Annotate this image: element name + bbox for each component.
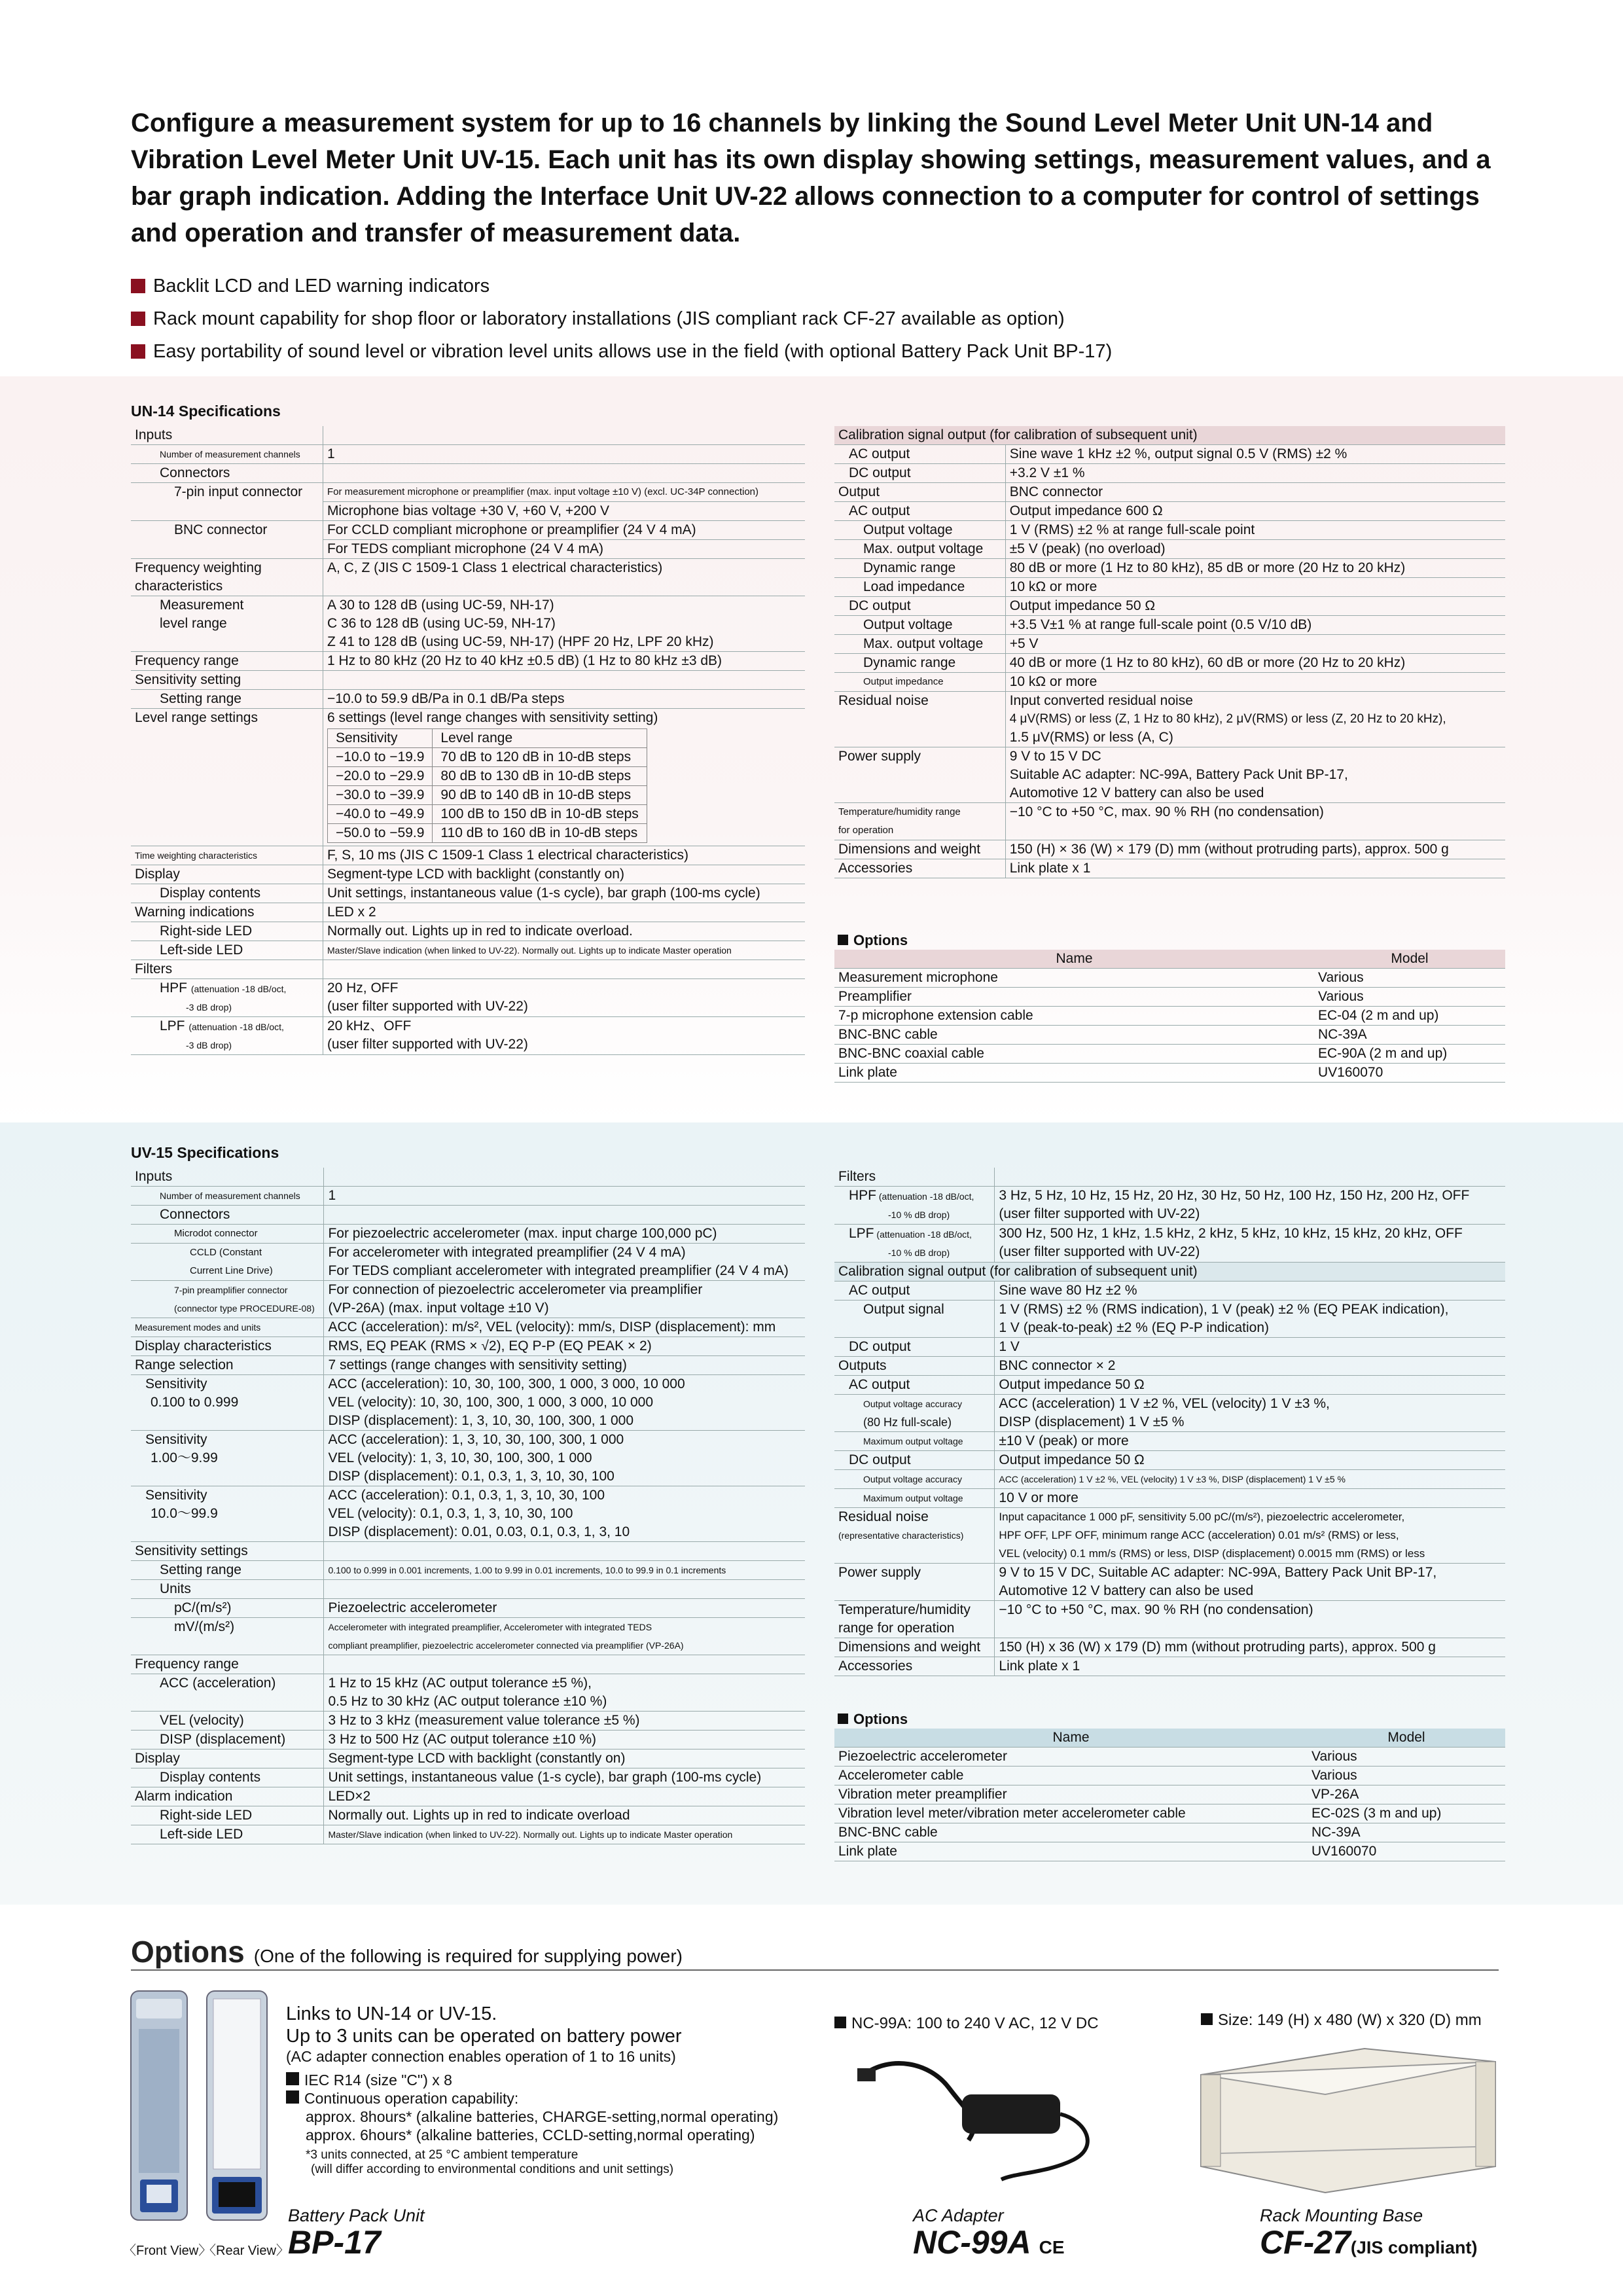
spec-value: Master/Slave indication (when linked to UV-22). Normally out. Lights up to indicate Master operation xyxy=(324,1825,805,1844)
spec-value: 3 Hz to 3 kHz (measurement value tolerance ±5 %) xyxy=(324,1712,805,1731)
battery-pack-front-image xyxy=(131,1991,187,2220)
spec-value: ACC (acceleration) 1 V ±2 %, VEL (velocity) 1 V ±3 %, DISP (displacement) 1 V ±5 % xyxy=(995,1470,1505,1489)
sub-cell: −50.0 to −59.9 xyxy=(327,824,432,843)
feature-item: Backlit LCD and LED warning indicators xyxy=(131,270,1518,302)
rack-caption xyxy=(1260,2206,1477,2264)
spec-value: Sine wave 80 Hz ±2 % xyxy=(995,1282,1505,1300)
spec-label: (connector type PROCEDURE-08) xyxy=(174,1303,315,1314)
spec-label: Warning indications xyxy=(131,903,323,922)
spec-label: Dimensions and weight xyxy=(834,1638,995,1657)
sub-cell: 110 dB to 160 dB in 10-dB steps xyxy=(433,824,647,843)
ac-adapter-spec: NC-99A: 100 to 240 V AC, 12 V DC xyxy=(834,2015,1099,2033)
option-name: BNC-BNC coaxial cable xyxy=(834,1045,1314,1064)
uv15-options-title: Options xyxy=(838,1711,908,1728)
spec-value: HPF OFF, LPF OFF, minimum range ACC (acceleration) 0.01 m/s² (RMS) or less, xyxy=(999,1529,1399,1541)
spec-value: 150 (H) × 36 (W) × 179 (D) mm (without protruding parts), approx. 500 g xyxy=(1005,840,1505,859)
spec-label: Number of measurement channels xyxy=(131,445,323,464)
options-title: Options xyxy=(131,1935,245,1969)
rack-image xyxy=(1194,2036,1502,2199)
spec-label: DC output xyxy=(834,1338,995,1357)
product-type: Battery Pack Unit xyxy=(288,2206,425,2225)
spec-value: +5 V xyxy=(1005,635,1505,654)
uv15-options-table xyxy=(834,1729,1505,1861)
option-name: Vibration meter preamplifier xyxy=(834,1785,1308,1804)
spec-label: Connectors xyxy=(131,1206,324,1225)
spec-value: 1 xyxy=(324,1187,805,1206)
spec-value: For accelerometer with integrated preamplifier (24 V 4 mA) xyxy=(328,1245,686,1260)
spec-label: (representative characteristics) xyxy=(838,1530,964,1541)
option-name: BNC-BNC cable xyxy=(834,1823,1308,1842)
spec-label: range for operation xyxy=(838,1621,955,1636)
bp-text: (AC adapter connection enables operation of 1 to 16 units) xyxy=(286,2048,676,2065)
spec-value: 1.5 μV(RMS) or less (A, C) xyxy=(1009,730,1173,745)
spec-label: Max. output voltage xyxy=(834,635,1005,654)
spec-value: 40 dB or more (1 Hz to 80 kHz), 60 dB or more (20 Hz to 20 kHz) xyxy=(1005,654,1505,673)
spec-value: 4 μV(RMS) or less (Z, 1 Hz to 80 kHz), 2 μV(RMS) or less (Z, 20 Hz to 20 kHz), xyxy=(1009,712,1446,726)
option-name: Link plate xyxy=(834,1842,1308,1861)
spec-label: Display characteristics xyxy=(131,1337,324,1356)
spec-label: Outputs xyxy=(834,1357,995,1376)
spec-label: Sensitivity settings xyxy=(131,1542,324,1561)
spec-value: Input capacitance 1 000 pF, sensitivity 5.00 pC/(m/s²), piezoelectric accelerometer, xyxy=(999,1511,1405,1523)
spec-value: Z 41 to 128 dB (using UC-59, NH-17) (HPF 20 Hz, LPF 20 kHz) xyxy=(327,634,714,649)
spec-value: VEL (velocity) 0.1 mm/s (RMS) or less, DISP (displacement) 0.0015 mm (RMS) or less xyxy=(999,1547,1425,1560)
spec-note: -10 % dB drop) xyxy=(888,1247,950,1258)
spec-label: Frequency range xyxy=(131,652,323,671)
spec-label: Units xyxy=(131,1580,324,1599)
spec-label: Inputs xyxy=(131,1168,324,1187)
spec-value: Sine wave 1 kHz ±2 %, output signal 0.5 V (RMS) ±2 % xyxy=(1005,445,1505,464)
spec-label: Temperature/humidity xyxy=(838,1602,971,1617)
spec-label: DC output xyxy=(834,464,1005,483)
spec-value: Output impedance 50 Ω xyxy=(995,1376,1505,1395)
rack-spec: Size: 149 (H) x 480 (W) x 320 (D) mm xyxy=(1201,2011,1482,2030)
spec-value: 3 Hz, 5 Hz, 10 Hz, 15 Hz, 20 Hz, 30 Hz, 50 Hz, 100 Hz, 150 Hz, 200 Hz, OFF xyxy=(999,1188,1470,1203)
spec-label: characteristics xyxy=(135,579,223,594)
spec-value: 3 Hz to 500 Hz (AC output tolerance ±10 %) xyxy=(324,1731,805,1749)
spec-label: Connectors xyxy=(131,464,323,483)
spec-label: Display contents xyxy=(131,884,323,903)
spec-label: Output xyxy=(834,483,1005,502)
spec-label: 10.0〜99.9 xyxy=(151,1506,218,1521)
spec-value: 1 V (RMS) ±2 % (RMS indication), 1 V (peak) ±2 % (EQ PEAK indication), xyxy=(999,1302,1449,1317)
spec-value: 300 Hz, 500 Hz, 1 kHz, 1.5 kHz, 2 kHz, 5 kHz, 10 kHz, 15 kHz, 20 kHz, OFF xyxy=(999,1226,1463,1241)
spec-label: Setting range xyxy=(131,1561,324,1580)
uv15-title: UV-15 Specifications xyxy=(131,1144,279,1161)
spec-label: Inputs xyxy=(131,426,323,445)
option-model: EC-02S (3 m and up) xyxy=(1308,1804,1505,1823)
product-model: CF-27 xyxy=(1260,2224,1351,2261)
spec-label: for operation xyxy=(838,825,894,836)
spec-value: RMS, EQ PEAK (RMS × √2), EQ P-P (EQ PEAK × 2) xyxy=(324,1337,805,1356)
spec-value: Master/Slave indication (when linked to UV-22). Normally out. Lights up to indicate Master operation xyxy=(323,941,805,960)
spec-label: Right-side LED xyxy=(131,922,323,941)
spec-note: -10 % dB drop) xyxy=(888,1210,950,1220)
spec-label: Residual noise xyxy=(838,1509,929,1524)
spec-value: VEL (velocity): 1, 3, 10, 30, 100, 300, 1 000 xyxy=(328,1450,592,1465)
options-header xyxy=(131,1934,1499,1971)
intro xyxy=(131,105,1518,368)
level-range-table xyxy=(327,728,647,843)
uv15-spec-table-left xyxy=(131,1168,805,1844)
spec-label: (80 Hz full-scale) xyxy=(863,1416,952,1429)
spec-value: 1 Hz to 80 kHz (20 Hz to 40 kHz ±0.5 dB) (1 Hz to 80 kHz ±3 dB) xyxy=(323,652,805,671)
spec-label: VEL (velocity) xyxy=(131,1712,324,1731)
feature-item: Easy portability of sound level or vibration level units allows use in the field (with optional Battery Pack Unit BP-17) xyxy=(131,335,1518,368)
spec-value: ±5 V (peak) (no overload) xyxy=(1005,540,1505,559)
spec-label: Microdot connector xyxy=(131,1225,324,1244)
un14-options-table xyxy=(834,950,1505,1083)
spec-label: ACC (acceleration) xyxy=(131,1674,324,1712)
un14-spec-table-right xyxy=(834,426,1505,878)
spec-note: -3 dB drop) xyxy=(186,1002,232,1013)
spec-note: (attenuation -18 dB/oct, xyxy=(188,1022,284,1032)
spec-value: 9 V to 15 V DC xyxy=(1009,749,1101,764)
spec-label: Load impedance xyxy=(834,578,1005,597)
spec-label: Sensitivity xyxy=(145,1488,207,1503)
option-name: Piezoelectric accelerometer xyxy=(834,1748,1308,1767)
spec-value: DISP (displacement): 0.1, 0.3, 1, 3, 10, 30, 100 xyxy=(328,1469,615,1484)
spec-label: pC/(m/s²) xyxy=(131,1599,324,1618)
spec-note: (attenuation -18 dB/oct, xyxy=(190,984,287,994)
spec-label: Output signal xyxy=(834,1300,995,1338)
spec-label: Number of measurement channels xyxy=(131,1187,324,1206)
spec-label: Sensitivity xyxy=(145,1376,207,1391)
spec-label: AC output xyxy=(834,502,1005,521)
spec-label: Measurement modes and units xyxy=(131,1318,324,1337)
option-name: Measurement microphone xyxy=(834,969,1314,988)
spec-label: HPF xyxy=(160,980,187,996)
spec-label: Max. output voltage xyxy=(834,540,1005,559)
option-name: BNC-BNC cable xyxy=(834,1026,1314,1045)
uv15-spec-table-right xyxy=(834,1168,1505,1676)
spec-value: For TEDS compliant accelerometer with integrated preamplifier (24 V 4 mA) xyxy=(328,1263,789,1278)
spec-value: Automotive 12 V battery can also be used xyxy=(999,1583,1254,1598)
spec-value: Output impedance 50 Ω xyxy=(995,1451,1505,1470)
spec-note: (attenuation -18 dB/oct, xyxy=(878,1191,974,1202)
spec-label: AC output xyxy=(834,1282,995,1300)
spec-value: 9 V to 15 V DC, Suitable AC adapter: NC-99A, Battery Pack Unit BP-17, xyxy=(999,1565,1437,1580)
product-type: Rack Mounting Base xyxy=(1260,2206,1423,2225)
sub-cell: −40.0 to −49.9 xyxy=(327,805,432,824)
spec-label: Output voltage xyxy=(834,616,1005,635)
option-model: EC-90A (2 m and up) xyxy=(1314,1045,1505,1064)
spec-label: AC output xyxy=(834,1376,995,1395)
feature-item: Rack mount capability for shop floor or laboratory installations (JIS compliant rack CF-27 available as option) xyxy=(131,302,1518,335)
spec-value: 0.5 Hz to 30 kHz (AC output tolerance ±10 %) xyxy=(328,1694,607,1709)
option-name: Accelerometer cable xyxy=(834,1767,1308,1785)
spec-label: 0.100 to 0.999 xyxy=(151,1395,239,1410)
spec-value: (user filter supported with UV-22) xyxy=(999,1206,1200,1221)
bp-text: IEC R14 (size "C") x 8 xyxy=(286,2071,778,2089)
option-model: VP-26A xyxy=(1308,1785,1505,1804)
spec-label: Filters xyxy=(834,1168,995,1187)
option-model: NC-39A xyxy=(1308,1823,1505,1842)
spec-value: 20 kHz、OFF xyxy=(327,1018,412,1033)
spec-label: Current Line Drive) xyxy=(190,1265,273,1276)
spec-label: Sensitivity xyxy=(145,1432,207,1447)
ac-adapter-image xyxy=(851,2049,1126,2186)
spec-label: Dynamic range xyxy=(834,654,1005,673)
battery-pack-description xyxy=(286,2003,778,2177)
rear-view-label: 〈Rear View〉 xyxy=(203,2244,289,2258)
option-model: Various xyxy=(1308,1748,1505,1767)
spec-label: Level range settings xyxy=(131,709,323,846)
spec-label: Display xyxy=(131,865,323,884)
spec-value: −10 °C to +50 °C, max. 90 % RH (no condensation) xyxy=(1005,803,1505,840)
options-header: Name xyxy=(834,950,1314,969)
spec-label: Output impedance xyxy=(834,673,1005,692)
spec-label: Power supply xyxy=(834,747,1005,803)
spec-value: ACC (acceleration) 1 V ±2 %, VEL (velocity) 1 V ±3 %, xyxy=(999,1396,1330,1411)
spec-value: 6 settings (level range changes with sensitivity setting) xyxy=(327,710,658,725)
spec-label: Sensitivity setting xyxy=(131,671,323,690)
spec-value: 10 kΩ or more xyxy=(1005,578,1505,597)
spec-value: BNC connector xyxy=(1005,483,1505,502)
spec-label: Accessories xyxy=(834,859,1005,878)
spec-value: (user filter supported with UV-22) xyxy=(999,1244,1200,1259)
spec-label: 7-pin input connector xyxy=(131,483,323,521)
spec-value: For piezoelectric accelerometer (max. input charge 100,000 pC) xyxy=(324,1225,805,1244)
option-model: UV160070 xyxy=(1308,1842,1505,1861)
spec-label: Left-side LED xyxy=(131,941,323,960)
spec-label: Residual noise xyxy=(834,692,1005,747)
rack-note: (JIS compliant) xyxy=(1350,2238,1478,2257)
spec-label: 7-pin preamplifier connector xyxy=(174,1285,288,1295)
spec-value: Input converted residual noise xyxy=(1009,693,1193,708)
spec-label: LPF xyxy=(160,1018,185,1033)
spec-label: Maximum output voltage xyxy=(834,1489,995,1508)
option-name: Preamplifier xyxy=(834,988,1314,1007)
bp-text: approx. 6hours* (alkaline batteries, CCLD-setting,normal operating) xyxy=(306,2126,755,2144)
bp-text: Continuous operation capability: xyxy=(286,2089,778,2108)
sub-cell: 100 dB to 150 dB in 10-dB steps xyxy=(433,805,647,824)
spec-value: For measurement microphone or preamplifier (max. input voltage ±10 V) (excl. UC-34P connection) xyxy=(323,483,805,502)
spec-value: Suitable AC adapter: NC-99A, Battery Pack Unit BP-17, xyxy=(1009,767,1348,782)
spec-value: A, C, Z (JIS C 1509-1 Class 1 electrical characteristics) xyxy=(323,559,805,596)
spec-value: ±10 V (peak) or more xyxy=(995,1432,1505,1451)
spec-label: BNC connector xyxy=(131,521,323,559)
battery-pack-images xyxy=(130,1990,274,2222)
spec-label: Time weighting characteristics xyxy=(131,846,323,865)
sub-cell: −10.0 to −19.9 xyxy=(327,748,432,767)
options-header: Name xyxy=(834,1729,1308,1748)
spec-label: Display xyxy=(131,1749,324,1768)
spec-value: −10.0 to 59.9 dB/Pa in 0.1 dB/Pa steps xyxy=(323,690,805,709)
spec-value: BNC connector × 2 xyxy=(995,1357,1505,1376)
spec-value: +3.5 V±1 % at range full-scale point (0.5 V/10 dB) xyxy=(1005,616,1505,635)
un14-title: UN-14 Specifications xyxy=(131,403,281,420)
spec-label: Dynamic range xyxy=(834,559,1005,578)
spec-label: Maximum output voltage xyxy=(834,1432,995,1451)
spec-label: DC output xyxy=(834,597,1005,616)
spec-label: AC output xyxy=(834,445,1005,464)
spec-label: Setting range xyxy=(131,690,323,709)
options-subtitle: (One of the following is required for supplying power) xyxy=(253,1946,683,1966)
option-model: Various xyxy=(1308,1767,1505,1785)
spec-value: C 36 to 128 dB (using UC-59, NH-17) xyxy=(327,616,556,631)
spec-label: Output voltage accuracy xyxy=(834,1470,995,1489)
option-model: EC-04 (2 m and up) xyxy=(1314,1007,1505,1026)
front-view-label: 〈Front View〉 xyxy=(123,2244,212,2258)
spec-label: Frequency range xyxy=(131,1655,324,1674)
spec-label: Power supply xyxy=(834,1564,995,1601)
product-model: NC-99A xyxy=(913,2224,1030,2261)
spec-label: 1.00〜9.99 xyxy=(151,1450,218,1465)
option-model: Various xyxy=(1314,969,1505,988)
spec-value: DISP (displacement): 1, 3, 10, 30, 100, 300, 1 000 xyxy=(328,1413,634,1428)
spec-label: LPF xyxy=(849,1226,874,1241)
spec-value: ACC (acceleration): m/s², VEL (velocity): mm/s, DISP (displacement): mm xyxy=(324,1318,805,1337)
sub-cell: 70 dB to 120 dB in 10-dB steps xyxy=(433,748,647,767)
spec-label: Range selection xyxy=(131,1356,324,1375)
spec-label: HPF xyxy=(849,1188,876,1203)
spec-value: For CCLD compliant microphone or preamplifier (24 V 4 mA) xyxy=(323,521,805,540)
battery-pack-caption xyxy=(288,2206,425,2259)
un14-spec-table-left xyxy=(131,426,805,1055)
spec-value: Unit settings, instantaneous value (1-s cycle), bar graph (100-ms cycle) xyxy=(324,1768,805,1787)
spec-value: A 30 to 128 dB (using UC-59, NH-17) xyxy=(327,598,554,613)
spec-value: VEL (velocity): 0.1, 0.3, 1, 3, 10, 30, 100 xyxy=(328,1506,573,1521)
spec-label: Right-side LED xyxy=(131,1806,324,1825)
spec-value: LED×2 xyxy=(324,1787,805,1806)
sub-header: Sensitivity xyxy=(327,729,432,748)
option-name: Link plate xyxy=(834,1064,1314,1083)
spec-value: (user filter supported with UV-22) xyxy=(327,999,528,1014)
product-type: AC Adapter xyxy=(913,2206,1004,2225)
option-name: 7-p microphone extension cable xyxy=(834,1007,1314,1026)
spec-value: 10 kΩ or more xyxy=(1005,673,1505,692)
spec-label: DC output xyxy=(834,1451,995,1470)
feature-list xyxy=(131,270,1518,368)
spec-value: ACC (acceleration): 10, 30, 100, 300, 1 000, 3 000, 10 000 xyxy=(328,1376,685,1391)
spec-value: Automotive 12 V battery can also be used xyxy=(1009,785,1264,800)
sub-cell: 90 dB to 140 dB in 10-dB steps xyxy=(433,786,647,805)
spec-label: Alarm indication xyxy=(131,1787,324,1806)
sub-cell: 80 dB to 130 dB in 10-dB steps xyxy=(433,767,647,786)
spec-label: Output voltage xyxy=(834,521,1005,540)
ac-adapter-caption xyxy=(913,2206,1065,2264)
spec-value: 1 V (RMS) ±2 % at range full-scale point xyxy=(1005,521,1505,540)
spec-value: VEL (velocity): 10, 30, 100, 300, 1 000, 3 000, 10 000 xyxy=(328,1395,654,1410)
spec-label: DISP (displacement) xyxy=(131,1731,324,1749)
spec-label: Filters xyxy=(131,960,323,979)
spec-note: -3 dB drop) xyxy=(186,1040,232,1050)
spec-value: Link plate x 1 xyxy=(995,1657,1505,1676)
spec-value: ACC (acceleration): 1, 3, 10, 30, 100, 300, 1 000 xyxy=(328,1432,624,1447)
spec-value: Output impedance 50 Ω xyxy=(1005,597,1505,616)
spec-label: Display contents xyxy=(131,1768,324,1787)
spec-value: Normally out. Lights up in red to indicate overload xyxy=(324,1806,805,1825)
sub-cell: −20.0 to −29.9 xyxy=(327,767,432,786)
spec-value: 80 dB or more (1 Hz to 80 kHz), 85 dB or more (20 Hz to 20 kHz) xyxy=(1005,559,1505,578)
spec-value: 20 Hz, OFF xyxy=(327,980,399,996)
spec-value: +3.2 V ±1 % xyxy=(1005,464,1505,483)
spec-value: Segment-type LCD with backlight (constantly on) xyxy=(323,865,805,884)
spec-value: ACC (acceleration): 0.1, 0.3, 1, 3, 10, 30, 100 xyxy=(328,1488,605,1503)
spec-label: Temperature/humidity range xyxy=(838,806,961,817)
spec-value: 7 settings (range changes with sensitivity setting) xyxy=(324,1356,805,1375)
un14-options-title: Options xyxy=(838,932,908,949)
spec-label: Calibration signal output (for calibration of subsequent unit) xyxy=(834,1263,1505,1282)
intro-headline: Configure a measurement system for up to 16 channels by linking the Sound Level Meter Unit UN-14 and Vibration Level Meter Unit UV-15. Each unit has its own display showing settings, measurement values, and a bar graph indication. Adding the Interface Unit UV-22 allows connection to a computer for control of settings and operation and transfer of measurement data. xyxy=(131,109,1491,247)
bp-text: Up to 3 units can be operated on battery power xyxy=(286,2026,682,2047)
spec-label: Accessories xyxy=(834,1657,995,1676)
spec-value: 1 xyxy=(323,445,805,464)
spec-value: DISP (displacement): 0.01, 0.03, 0.1, 0.3, 1, 3, 10 xyxy=(328,1524,630,1539)
spec-label: level range xyxy=(160,616,227,631)
spec-value: −10 °C to +50 °C, max. 90 % RH (no condensation) xyxy=(995,1601,1505,1638)
option-name: Vibration level meter/vibration meter accelerometer cable xyxy=(834,1804,1308,1823)
spec-value: 1 V xyxy=(995,1338,1505,1357)
spec-label: Dimensions and weight xyxy=(834,840,1005,859)
spec-value: 0.100 to 0.999 in 0.001 increments, 1.00 to 9.99 in 0.01 increments, 10.0 to 99.9 in 0.1 increments xyxy=(324,1561,805,1580)
spec-label: mV/(m/s²) xyxy=(131,1618,324,1655)
spec-value: 10 V or more xyxy=(995,1489,1505,1508)
ce-mark: CE xyxy=(1039,2237,1065,2257)
sub-cell: −30.0 to −39.9 xyxy=(327,786,432,805)
bp-note: (will differ according to environmental conditions and unit settings) xyxy=(311,2162,674,2176)
spec-value: (VP-26A) (max. input voltage ±10 V) xyxy=(328,1300,549,1316)
spec-value: DISP (displacement) 1 V ±5 % xyxy=(999,1414,1185,1429)
spec-value: 1 Hz to 15 kHz (AC output tolerance ±5 %), xyxy=(328,1676,592,1691)
options-header: Model xyxy=(1308,1729,1505,1748)
spec-value: Piezoelectric accelerometer xyxy=(324,1599,805,1618)
product-model: BP-17 xyxy=(288,2224,381,2261)
spec-value: Segment-type LCD with backlight (constantly on) xyxy=(324,1749,805,1768)
bp-text: approx. 8hours* (alkaline batteries, CHARGE-setting,normal operating) xyxy=(306,2108,779,2125)
spec-label: Calibration signal output (for calibration of subsequent unit) xyxy=(834,426,1505,445)
options-header: Model xyxy=(1314,950,1505,969)
spec-label: Frequency weighting xyxy=(135,560,262,575)
spec-value: compliant preamplifier, piezoelectric accelerometer connected via preamplifier (VP-26A) xyxy=(328,1640,684,1651)
spec-value: Unit settings, instantaneous value (1-s cycle), bar graph (100-ms cycle) xyxy=(323,884,805,903)
spec-label: Output voltage accuracy xyxy=(863,1399,962,1409)
spec-value: For connection of piezoelectric accelerometer via preamplifier xyxy=(328,1282,703,1297)
battery-pack-rear-image xyxy=(207,1991,267,2220)
spec-value: 1 V (peak-to-peak) ±2 % (EQ P-P indication) xyxy=(999,1320,1270,1335)
spec-value: 150 (H) x 36 (W) x 179 (D) mm (without protruding parts), approx. 500 g xyxy=(995,1638,1505,1657)
spec-value: Microphone bias voltage +30 V, +60 V, +200 V xyxy=(323,502,805,521)
spec-value: Link plate x 1 xyxy=(1005,859,1505,878)
spec-value: LED x 2 xyxy=(323,903,805,922)
option-model: Various xyxy=(1314,988,1505,1007)
option-model: UV160070 xyxy=(1314,1064,1505,1083)
bp-text: Links to UN-14 or UV-15. xyxy=(286,2003,497,2024)
spec-value: Normally out. Lights up in red to indicate overload. xyxy=(323,922,805,941)
spec-label: Measurement xyxy=(160,598,244,613)
spec-value: F, S, 10 ms (JIS C 1509-1 Class 1 electrical characteristics) xyxy=(323,846,805,865)
spec-value: For TEDS compliant microphone (24 V 4 mA) xyxy=(323,540,805,559)
bp-note: *3 units connected, at 25 °C ambient temperature xyxy=(306,2148,579,2162)
sub-header: Level range xyxy=(433,729,647,748)
spec-label: Left-side LED xyxy=(131,1825,324,1844)
spec-note: (attenuation -18 dB/oct, xyxy=(876,1229,972,1240)
spec-value: Accelerometer with integrated preamplifier, Accelerometer with integrated TEDS xyxy=(328,1622,652,1632)
spec-value: (user filter supported with UV-22) xyxy=(327,1037,528,1052)
option-model: NC-39A xyxy=(1314,1026,1505,1045)
spec-label: CCLD (Constant xyxy=(190,1247,262,1258)
spec-value: Output impedance 600 Ω xyxy=(1005,502,1505,521)
